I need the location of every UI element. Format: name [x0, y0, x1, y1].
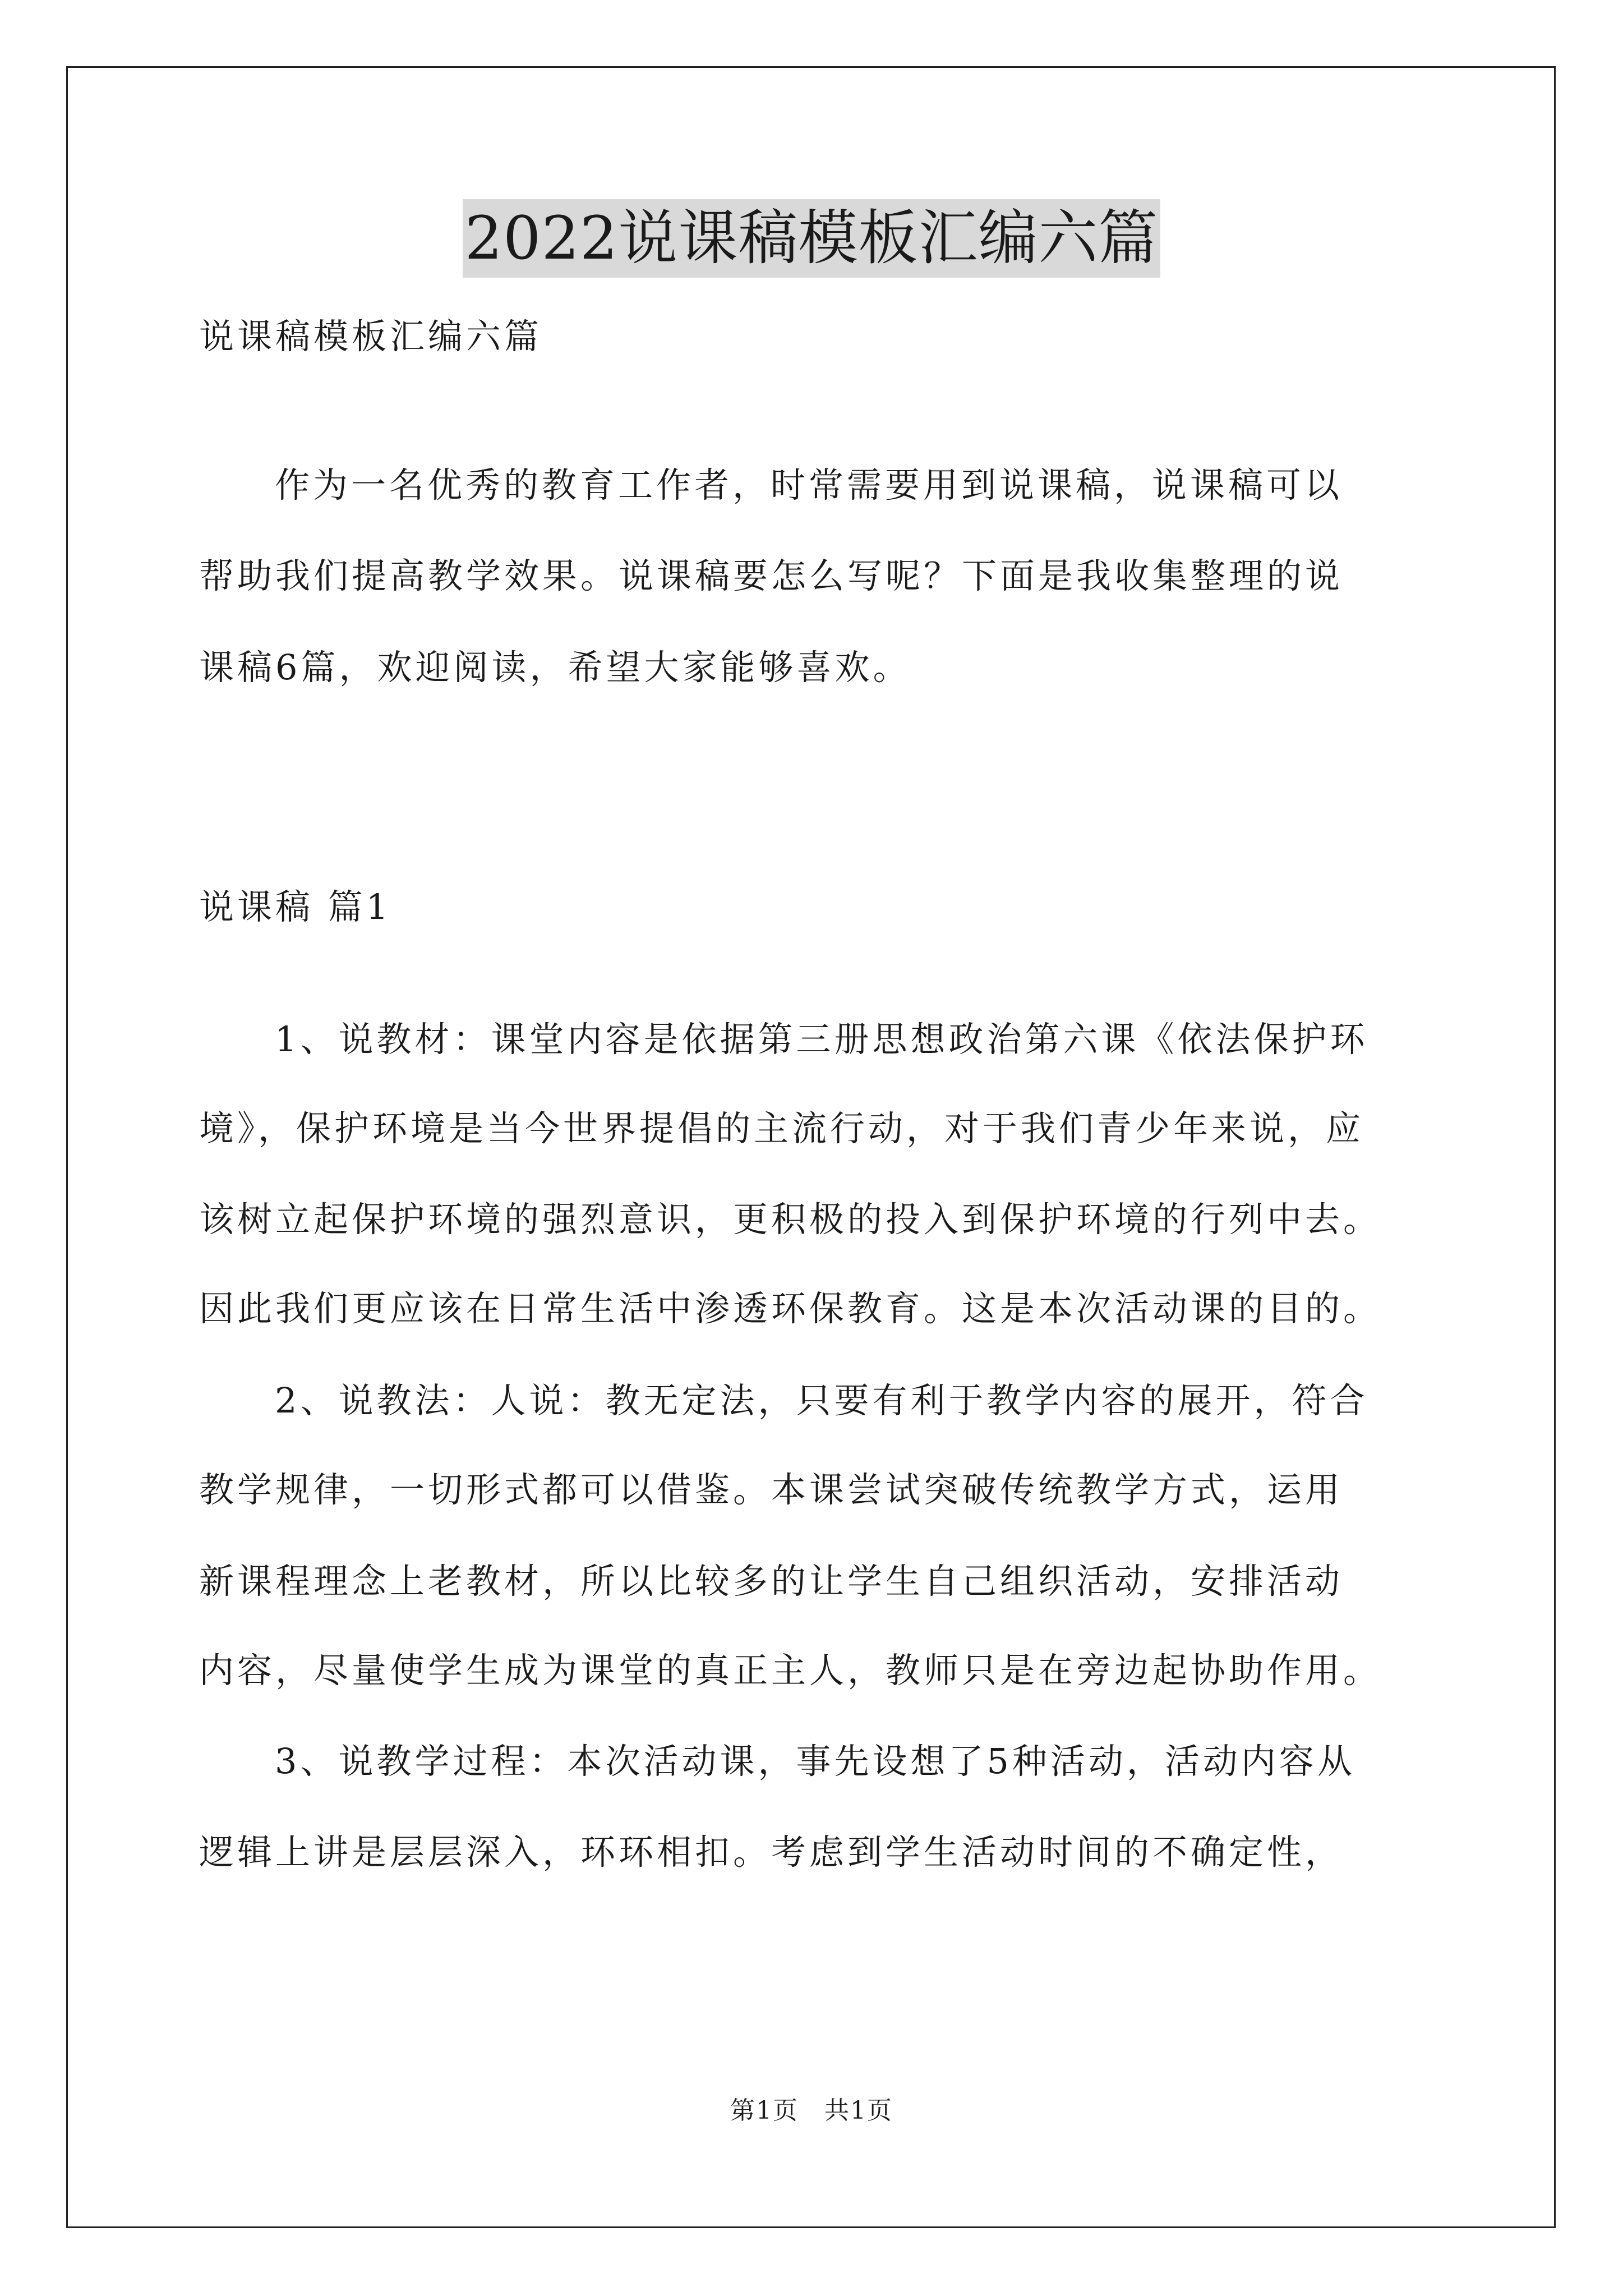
- paragraph-line: 作为一名优秀的教育工作者，时常需要用到说课稿，说课稿可以: [275, 464, 1343, 505]
- subtitle: 说课稿模板汇编六篇: [199, 316, 543, 357]
- document-title: 2022说课稿模板汇编六篇: [463, 199, 1161, 278]
- paragraph-line: 教学规律，一切形式都可以借鉴。本课尝试突破传统教学方式，运用: [199, 1469, 1344, 1510]
- paragraph-line: 因此我们更应该在日常生活中渗透环保教育。这是本次活动课的目的。: [199, 1288, 1382, 1329]
- paragraph-line: 该树立起保护环境的强烈意识，更积极的投入到保护环境的行列中去。: [199, 1199, 1382, 1240]
- paragraph-line: 内容，尽量使学生成为课堂的真正主人，教师只是在旁边起协助作用。: [199, 1650, 1382, 1691]
- paragraph-line: 课稿6篇，欢迎阅读，希望大家能够喜欢。: [199, 647, 911, 688]
- paragraph-line: 3、说教学过程：本次活动课，事先设想了5种活动，活动内容从: [275, 1741, 1355, 1782]
- paragraph-line: 帮助我们提高教学效果。说课稿要怎么写呢？下面是我收集整理的说: [199, 555, 1344, 596]
- paragraph-line: 1、说教材：课堂内容是依据第三册思想政治第六课《依法保护环: [275, 1019, 1368, 1060]
- section-heading: 说课稿 篇1: [199, 886, 392, 927]
- page-footer: 第1页 共1页: [730, 2096, 893, 2125]
- paragraph-line: 2、说教法：人说：教无定法，只要有利于教学内容的展开，符合: [275, 1380, 1368, 1421]
- paragraph-line: 境》，保护环境是当今世界提倡的主流行动，对于我们青少年来说，应: [199, 1108, 1364, 1149]
- title-area: [0, 199, 1623, 278]
- paragraph-line: 逻辑上讲是层层深入，环环相扣。考虑到学生活动时间的不确定性，: [199, 1832, 1344, 1872]
- paragraph-line: 新课程理念上老教材，所以比较多的让学生自己组织活动，安排活动: [199, 1561, 1344, 1602]
